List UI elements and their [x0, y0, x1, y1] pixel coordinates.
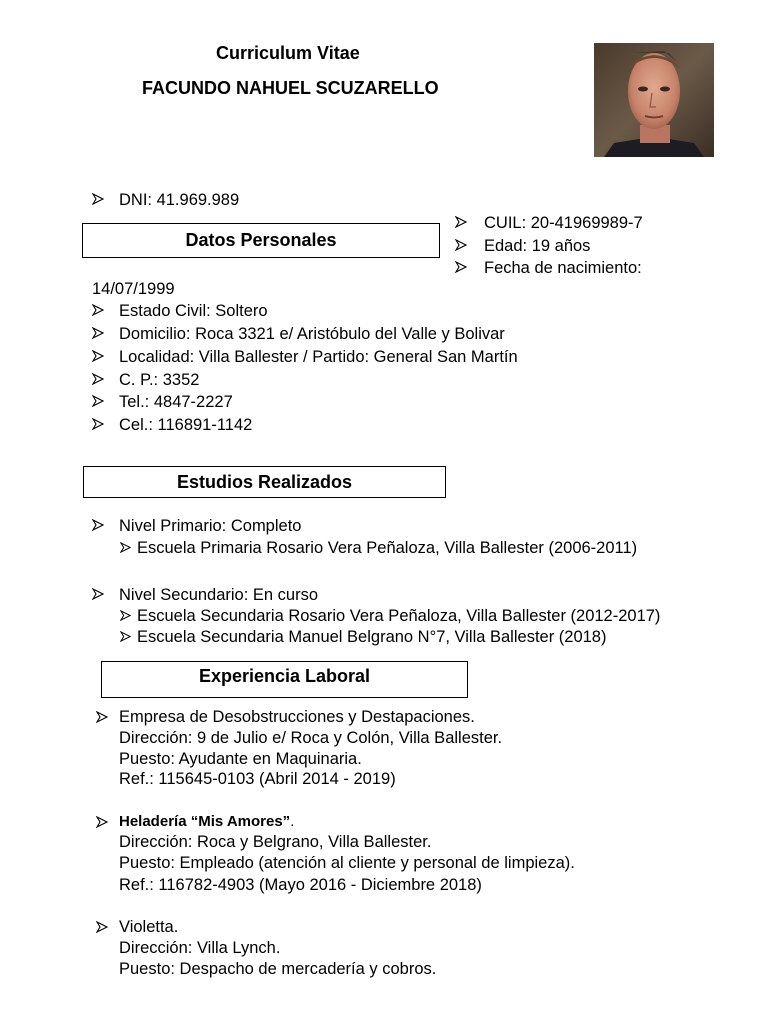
- job-1-direccion: Dirección: 9 de Julio e/ Roca y Colón, Villa Ballester.: [119, 729, 503, 747]
- escuela-secundaria-2: Escuela Secundaria Manuel Belgrano N°7, Villa Ballester (2018): [137, 628, 607, 646]
- arrowhead-bullet-icon: [92, 519, 104, 531]
- section-header-datos-personales: Datos Personales: [82, 223, 440, 258]
- job-2-name: Heladería “Mis Amores”: [119, 813, 291, 830]
- arrowhead-bullet-icon: [92, 350, 104, 362]
- job-3-name: Violetta.: [119, 918, 179, 936]
- dni: DNI: 41.969.989: [119, 191, 240, 209]
- job-2-direccion: Dirección: Roca y Belgrano, Villa Ballester.: [119, 833, 432, 851]
- arrowhead-bullet-icon: [92, 395, 104, 407]
- fecha-nacimiento-label: Fecha de nacimiento:: [484, 259, 642, 277]
- arrowhead-bullet-icon: [92, 373, 104, 385]
- section-header-estudios: Estudios Realizados: [83, 466, 446, 498]
- arrowhead-bullet-icon: [92, 304, 104, 316]
- arrowhead-bullet-icon: [92, 418, 104, 430]
- arrowhead-bullet-icon: [120, 631, 131, 642]
- arrowhead-bullet-icon: [96, 816, 108, 828]
- cuil: CUIL: 20-41969989-7: [484, 214, 643, 232]
- arrowhead-bullet-icon: [455, 261, 467, 273]
- arrowhead-bullet-icon: [96, 921, 108, 933]
- job-3-direccion: Dirección: Villa Lynch.: [119, 939, 281, 957]
- telefono: Tel.: 4847-2227: [119, 393, 233, 411]
- arrowhead-bullet-icon: [92, 327, 104, 339]
- job-3-puesto: Puesto: Despacho de mercadería y cobros.: [119, 960, 437, 978]
- arrowhead-bullet-icon: [96, 711, 108, 723]
- escuela-primaria: Escuela Primaria Rosario Vera Peñaloza, Villa Ballester (2006-2011): [137, 539, 638, 557]
- nivel-secundario: Nivel Secundario: En curso: [119, 586, 319, 604]
- arrowhead-bullet-icon: [455, 216, 467, 228]
- profile-photo: [594, 43, 714, 157]
- job-1-name: Empresa de Desobstrucciones y Destapaciones.: [119, 708, 475, 726]
- arrowhead-bullet-icon: [120, 610, 131, 621]
- domicilio: Domicilio: Roca 3321 e/ Aristóbulo del Valle y Bolivar: [119, 325, 505, 343]
- job-2-name-suffix: .: [290, 813, 295, 830]
- arrowhead-bullet-icon: [120, 542, 131, 553]
- localidad: Localidad: Villa Ballester / Partido: General San Martín: [119, 348, 518, 366]
- section-header-experiencia: Experiencia Laboral: [101, 661, 468, 698]
- full-name: FACUNDO NAHUEL SCUZARELLO: [142, 78, 439, 98]
- codigo-postal: C. P.: 3352: [119, 371, 200, 389]
- celular: Cel.: 116891-1142: [119, 416, 253, 434]
- arrowhead-bullet-icon: [92, 588, 104, 600]
- job-1-ref: Ref.: 115645-0103 (Abril 2014 - 2019): [119, 770, 396, 788]
- job-2-ref: Ref.: 116782-4903 (Mayo 2016 - Diciembre 2018): [119, 876, 482, 894]
- job-2-puesto: Puesto: Empleado (atención al cliente y personal de limpieza).: [119, 854, 575, 872]
- edad: Edad: 19 años: [484, 237, 591, 255]
- arrowhead-bullet-icon: [455, 239, 467, 251]
- arrowhead-bullet-icon: [92, 193, 104, 205]
- job-2-name-line: [119, 812, 294, 832]
- cv-title: Curriculum Vitae: [216, 43, 360, 63]
- estado-civil: Estado Civil: Soltero: [119, 302, 268, 320]
- nivel-primario: Nivel Primario: Completo: [119, 517, 302, 535]
- escuela-secundaria-1: Escuela Secundaria Rosario Vera Peñaloza, Villa Ballester (2012-2017): [137, 607, 661, 625]
- job-1-puesto: Puesto: Ayudante en Maquinaria.: [119, 750, 362, 768]
- fecha-nacimiento-value: 14/07/1999: [92, 280, 175, 298]
